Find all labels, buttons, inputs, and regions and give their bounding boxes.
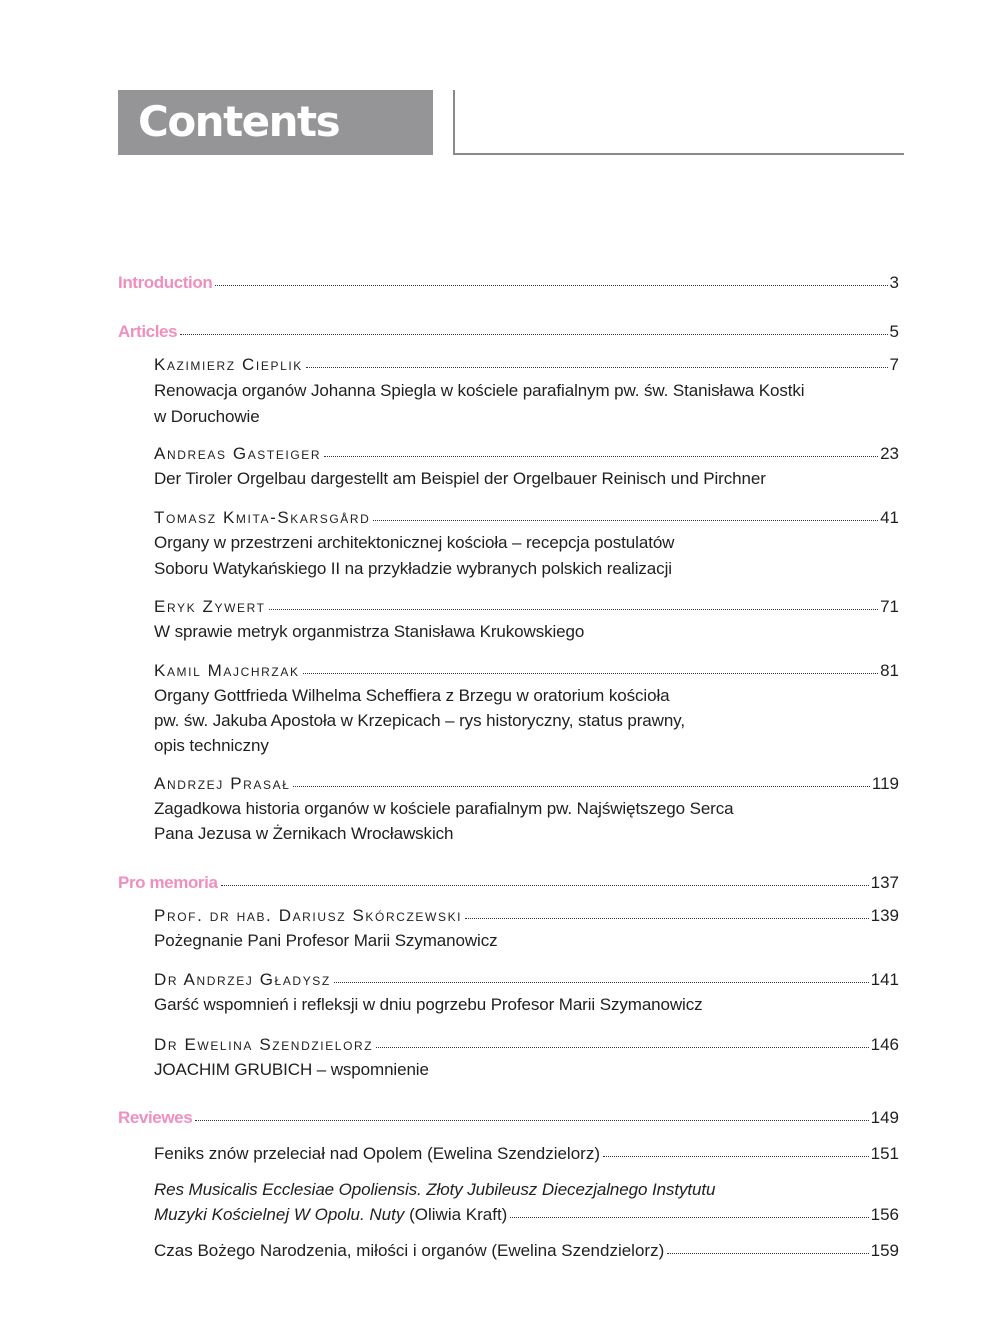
review-title-reviewer: (Oliwia Kraft) bbox=[404, 1205, 508, 1224]
page-number: 159 bbox=[870, 1241, 899, 1260]
page-number: 81 bbox=[880, 661, 899, 680]
dot-leader bbox=[306, 366, 888, 368]
dot-leader bbox=[293, 785, 869, 787]
toc-section-introduction[interactable] bbox=[118, 270, 899, 296]
toc-entry-author[interactable] bbox=[154, 505, 899, 531]
toc-section-reviewes[interactable] bbox=[118, 1105, 899, 1131]
page-number: 7 bbox=[889, 355, 899, 374]
entry-title-line: Soboru Watykańskiego II na przykładzie wybranych polskich realizacji bbox=[154, 559, 672, 578]
page-number: 139 bbox=[870, 906, 899, 925]
dot-leader bbox=[303, 672, 879, 674]
toc-entry-author[interactable] bbox=[154, 658, 899, 684]
dot-leader bbox=[195, 1119, 868, 1121]
author-name: Andreas Gasteiger bbox=[154, 444, 322, 463]
dot-leader bbox=[221, 884, 869, 886]
author-name: Dr Andrzej Gładysz bbox=[154, 970, 331, 989]
entry-title-line: Organy Gottfrieda Wilhelma Scheffiera z Brzegu w oratorium kościoła bbox=[154, 686, 670, 705]
page-number: 23 bbox=[880, 444, 899, 463]
toc-entry-author[interactable] bbox=[154, 967, 899, 993]
toc-entry-author[interactable] bbox=[154, 1032, 899, 1058]
entry-title-line: Renowacja organów Johanna Spiegla w kościele parafialnym pw. św. Stanisława Kostki bbox=[154, 381, 805, 400]
entry-title-line: Der Tiroler Orgelbau dargestellt am Beispiel der Orgelbauer Reinisch und Pirchner bbox=[154, 469, 766, 488]
toc-section-pro-memoria[interactable] bbox=[118, 870, 899, 896]
review-title-italic: Muzyki Kościelnej W Opolu. Nuty bbox=[154, 1205, 405, 1224]
page-number: 156 bbox=[870, 1205, 899, 1224]
author-name: Eryk Zywert bbox=[154, 597, 266, 616]
author-name: Prof. dr hab. Dariusz Skórczewski bbox=[154, 906, 463, 925]
dot-leader bbox=[180, 333, 887, 335]
author-name: Kamil Majchrzak bbox=[154, 661, 300, 680]
section-title: Pro memoria bbox=[118, 873, 218, 892]
entry-title-line: JOACHIM GRUBICH – wspomnienie bbox=[154, 1060, 429, 1079]
entry-title-line: pw. św. Jakuba Apostoła w Krzepicach – rys historyczny, status prawny, bbox=[154, 711, 685, 730]
toc-section-articles[interactable] bbox=[118, 319, 899, 345]
toc-entry-author[interactable] bbox=[154, 352, 899, 378]
page-number: 41 bbox=[880, 508, 899, 527]
toc-entry-author[interactable] bbox=[154, 441, 899, 467]
author-name: Tomasz Kmita-Skarsgård bbox=[154, 508, 371, 527]
dot-leader bbox=[510, 1216, 868, 1218]
dot-leader bbox=[603, 1155, 869, 1157]
page-number: 71 bbox=[880, 597, 899, 616]
page-number: 3 bbox=[889, 273, 899, 292]
review-title: Feniks znów przeleciał nad Opolem (Ewelina Szendzielorz) bbox=[154, 1144, 600, 1163]
dot-leader bbox=[373, 519, 878, 521]
page-number: 119 bbox=[871, 774, 899, 793]
review-title-line: Res Musicalis Ecclesiae Opoliensis. Złoty Jubileusz Diecezjalnego Instytutu bbox=[154, 1180, 716, 1199]
toc-entry-author[interactable] bbox=[154, 771, 899, 797]
dot-leader bbox=[269, 608, 878, 610]
entry-title-line: Zagadkowa historia organów w kościele parafialnym pw. Najświętszego Serca bbox=[154, 799, 734, 818]
author-name: Dr Ewelina Szendzielorz bbox=[154, 1035, 374, 1054]
toc-entry-review[interactable] bbox=[154, 1238, 899, 1264]
dot-leader bbox=[667, 1252, 868, 1254]
page-number: 5 bbox=[889, 322, 899, 341]
entry-title-line: Pana Jezusa w Żernikach Wrocławskich bbox=[154, 824, 454, 843]
toc-entry-author[interactable] bbox=[154, 903, 899, 929]
toc-entry-author[interactable] bbox=[154, 594, 899, 620]
dot-leader bbox=[324, 455, 878, 457]
author-name: Andrzej Prasał bbox=[154, 774, 291, 793]
entry-title-line: Garść wspomnień i refleksji w dniu pogrzebu Profesor Marii Szymanowicz bbox=[154, 995, 703, 1014]
entry-title-line: opis techniczny bbox=[154, 736, 269, 755]
page-number: 149 bbox=[870, 1108, 899, 1127]
section-title: Articles bbox=[118, 322, 178, 341]
dot-leader bbox=[465, 917, 869, 919]
toc-entry-review[interactable] bbox=[154, 1141, 899, 1167]
toc-entry-review[interactable] bbox=[154, 1202, 899, 1228]
page-title: Contents bbox=[138, 97, 340, 146]
section-title: Reviewes bbox=[118, 1108, 193, 1127]
page-number: 137 bbox=[870, 873, 899, 892]
dot-leader bbox=[215, 284, 887, 286]
author-name: Kazimierz Cieplik bbox=[154, 355, 303, 374]
entry-title-line: w Doruchowie bbox=[154, 407, 260, 426]
entry-title-line: Organy w przestrzeni architektonicznej kościoła – recepcja postulatów bbox=[154, 533, 675, 552]
entry-title-line: Pożegnanie Pani Profesor Marii Szymanowicz bbox=[154, 931, 498, 950]
review-title: Czas Bożego Narodzenia, miłości i organów (Ewelina Szendzielorz) bbox=[154, 1241, 665, 1260]
entry-title-line: W sprawie metryk organmistrza Stanisława Krukowskiego bbox=[154, 622, 585, 641]
page-number: 151 bbox=[870, 1144, 899, 1163]
dot-leader bbox=[334, 981, 869, 983]
dot-leader bbox=[376, 1046, 868, 1048]
page-number: 141 bbox=[870, 970, 899, 989]
page-number: 146 bbox=[870, 1035, 899, 1054]
section-title: Introduction bbox=[118, 273, 213, 292]
